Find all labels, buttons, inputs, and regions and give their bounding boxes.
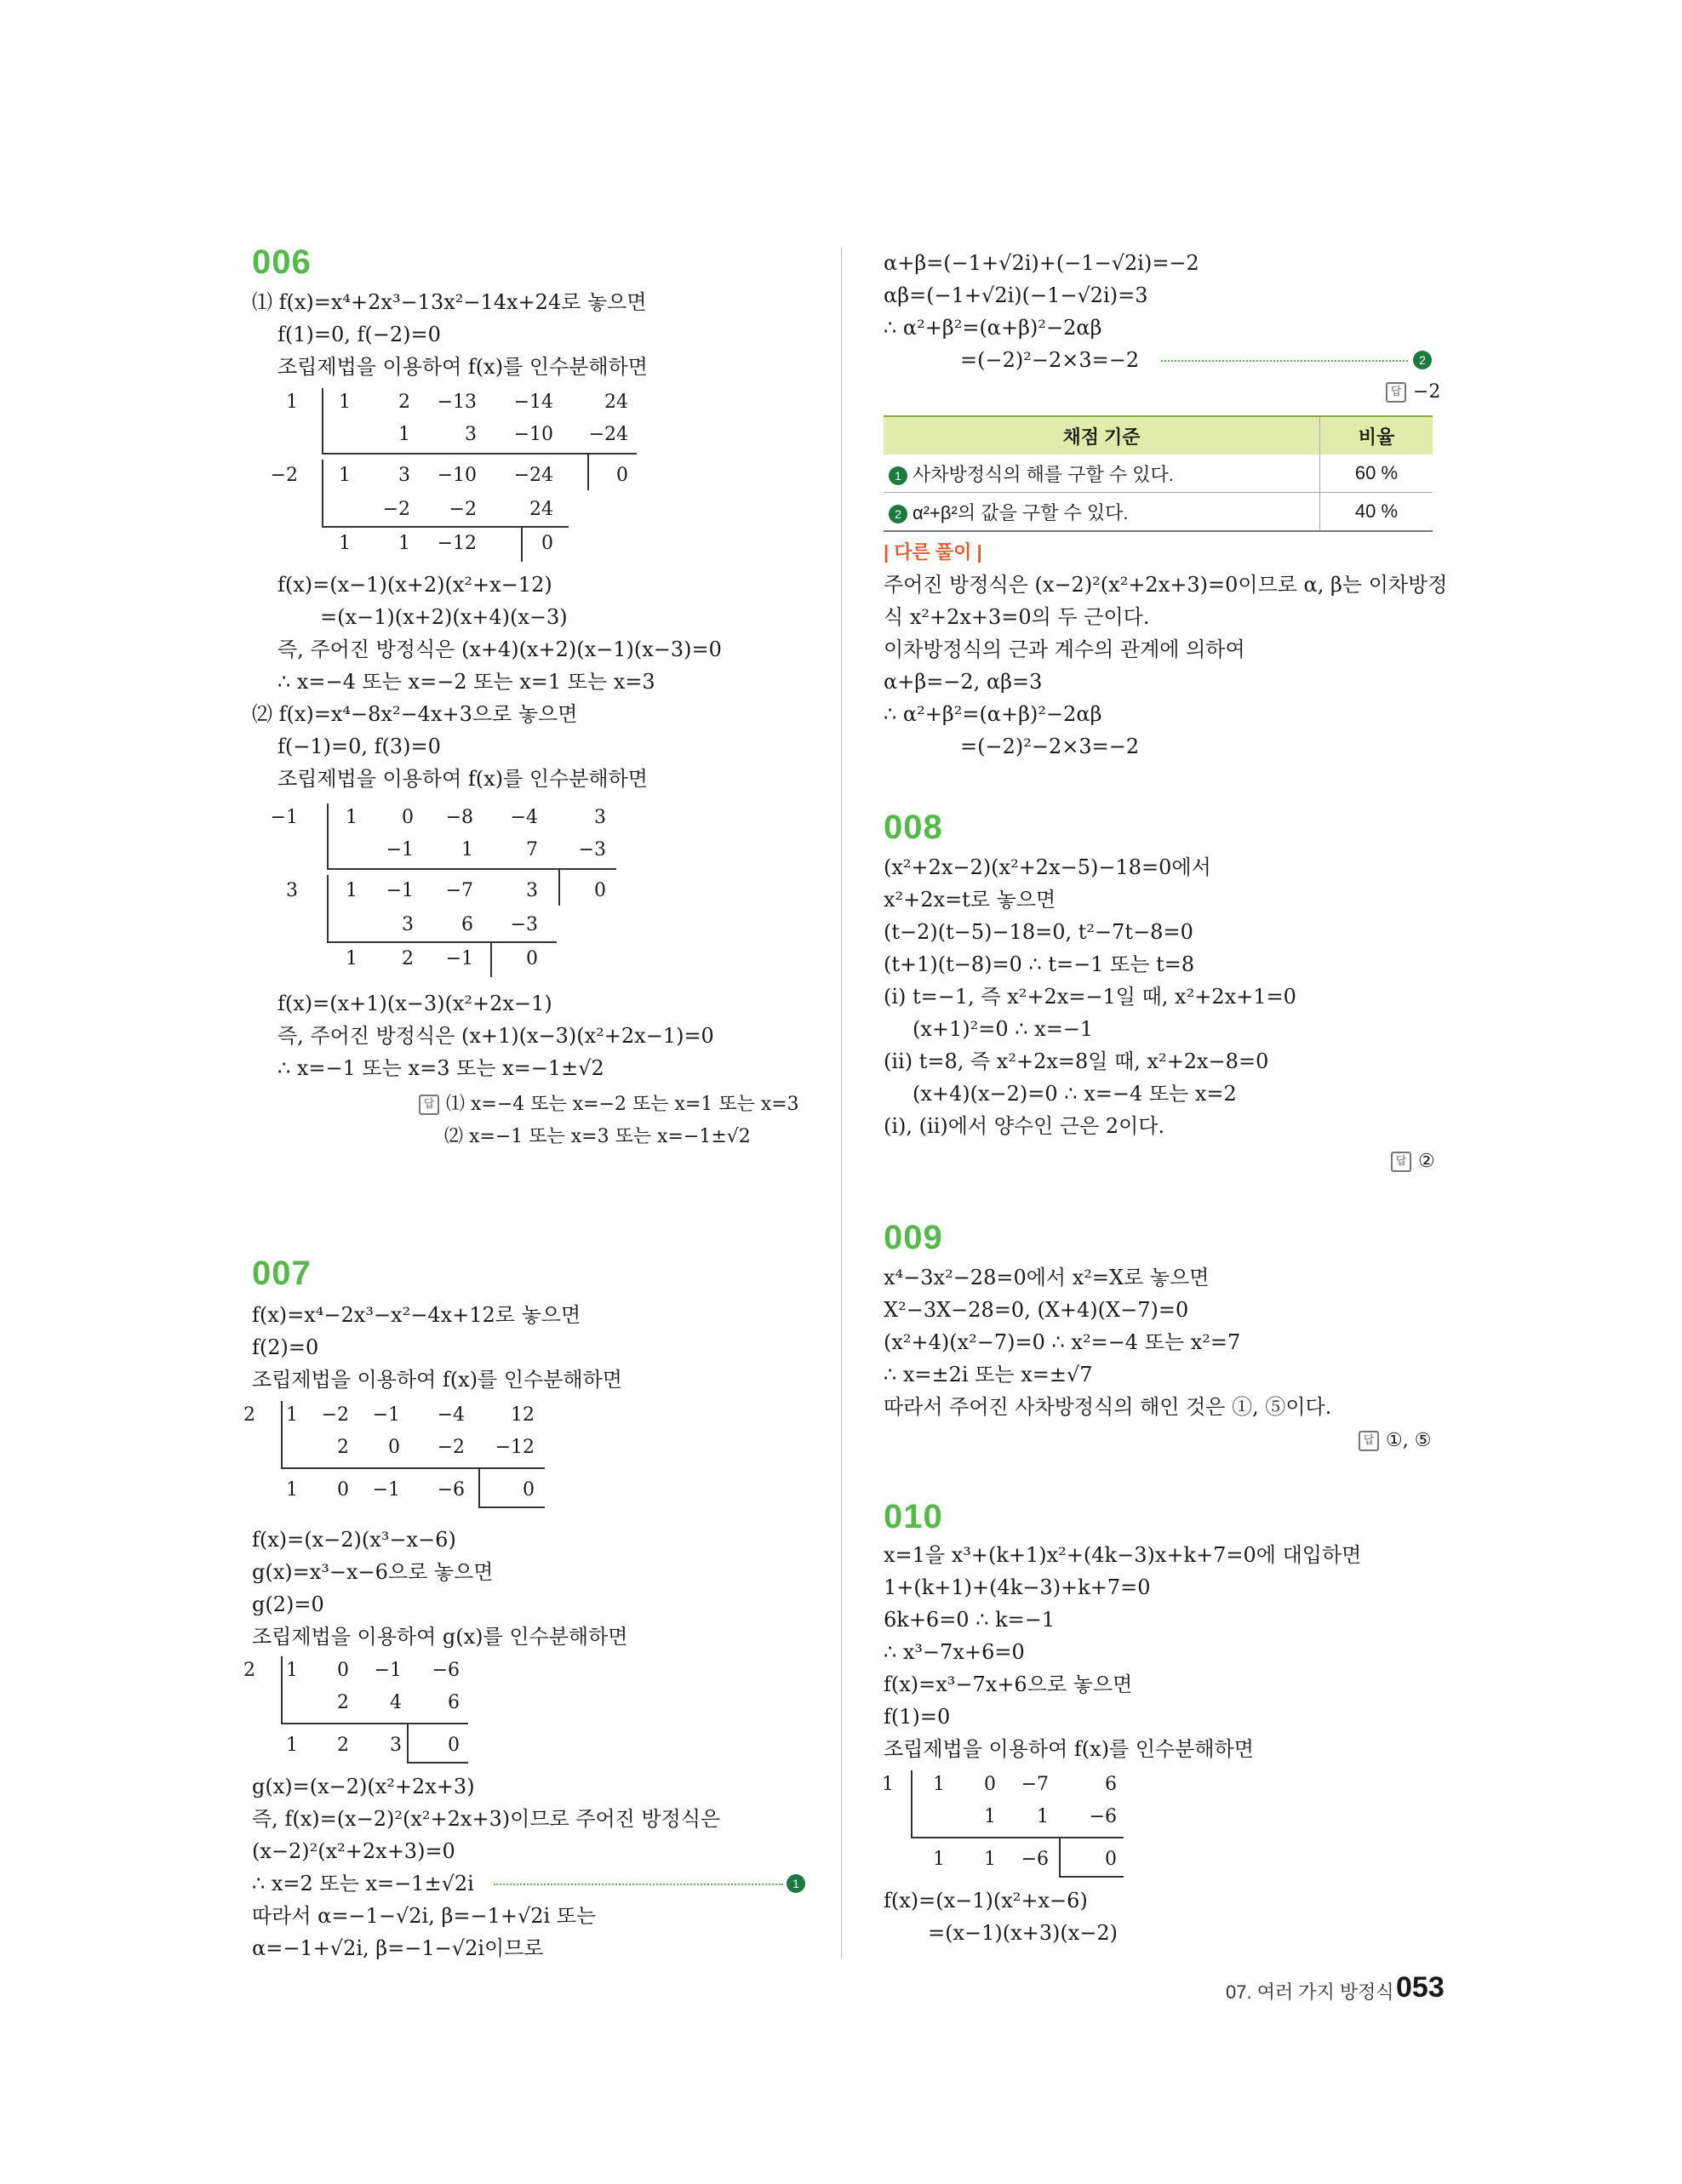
syn-cell: 1	[346, 948, 358, 969]
p010-line: f(1)=0	[884, 1705, 951, 1729]
p007-cont-line: α+β=(−1+√2i)+(−1−√2i)=−2	[884, 251, 1199, 275]
syn-cell: 3	[594, 807, 606, 828]
p006-line: f(−1)=0, f(3)=0	[277, 735, 441, 758]
alt-line: ∴ α²+β²=(α+β)²−2αβ	[884, 702, 1102, 726]
syn-vline	[322, 460, 323, 526]
syn-cell: 1	[882, 1774, 894, 1795]
syn-cell: 2	[337, 1437, 349, 1458]
syn-cell: 7	[526, 839, 538, 860]
syn-cell: 1	[461, 839, 473, 860]
p007-line: 따라서 α=−1−√2i, β=−1+√2i 또는	[252, 1904, 597, 1928]
syn-cell: 1	[286, 392, 298, 413]
syn-cell: −12	[437, 533, 477, 554]
syn-cell: 1	[286, 1735, 298, 1756]
syn-hline	[327, 941, 557, 943]
syn-cell: −6	[1089, 1806, 1117, 1827]
syn-vline	[327, 875, 329, 941]
syn-cell: −14	[513, 392, 553, 413]
table-row: 2 α²+β²의 값을 구할 수 있다. 40 %	[884, 493, 1433, 532]
syn-vline	[281, 1656, 283, 1723]
problem-number-006: 006	[252, 243, 312, 281]
p008-line: (x²+2x−2)(x²+2x−5)−18=0에서	[884, 855, 1211, 879]
syn-cell: −4	[437, 1404, 465, 1426]
p006-line: f(x)=(x+1)(x−3)(x²+2x−1)	[277, 992, 552, 1015]
p008-line: (t−2)(t−5)−18=0, t²−7t−8=0	[884, 920, 1193, 944]
column-divider	[841, 247, 842, 1958]
syn-cell: −1	[372, 1404, 400, 1426]
synthetic-division-table	[243, 1401, 604, 1512]
p006-line: =(x−1)(x+2)(x+4)(x−3)	[320, 605, 568, 629]
syn-cell: −10	[513, 424, 553, 445]
syn-cell: 1	[346, 880, 358, 901]
p006-line: ∴ x=−1 또는 x=3 또는 x=−1±√2	[277, 1056, 604, 1080]
problem-number-007: 007	[252, 1255, 312, 1292]
syn-cell: 1	[398, 533, 410, 554]
syn-cell: 3	[465, 424, 477, 445]
p006-line: 조립제법을 이용하여 f(x)를 인수분해하면	[277, 767, 648, 791]
syn-cell: −1	[270, 807, 298, 828]
p007-line: f(x)=x⁴−2x³−x²−4x+12로 놓으면	[252, 1303, 581, 1327]
syn-cell: 0	[594, 880, 606, 901]
syn-cell: 3	[402, 914, 414, 935]
dotted-leader	[494, 1884, 783, 1885]
step-badge-2: 2	[1413, 351, 1432, 369]
p006-line: 조립제법을 이용하여 f(x)를 인수분해하면	[277, 355, 648, 379]
p010-line: f(x)=x³−7x+6으로 놓으면	[884, 1672, 1133, 1696]
p007-line: 조립제법을 이용하여 f(x)를 인수분해하면	[252, 1368, 622, 1392]
syn-cell: 1	[286, 1479, 298, 1501]
table-cell-ratio: 40 %	[1320, 493, 1433, 532]
syn-cell: 6	[1105, 1774, 1117, 1795]
syn-cell: 24	[529, 499, 553, 520]
syn-cell: −1	[386, 880, 414, 901]
p006-line: f(x)=(x−1)(x+2)(x²+x−12)	[277, 573, 552, 597]
p008-line: (ⅰ), (ⅱ)에서 양수인 근은 2이다.	[884, 1114, 1165, 1138]
syn-cell: 3	[398, 465, 410, 486]
problem-number-008: 008	[884, 809, 943, 846]
answer-icon: 답	[1386, 382, 1406, 403]
p008-line: (ⅱ) t=8, 즉 x²+2x=8일 때, x²+2x−8=0	[884, 1049, 1269, 1073]
syn-cell: 3	[390, 1735, 402, 1756]
page-number: 053	[1396, 1971, 1445, 2004]
syn-cell: 2	[243, 1660, 255, 1681]
syn-hline	[322, 453, 637, 455]
syn-cell: 6	[461, 914, 473, 935]
syn-cell: −7	[445, 880, 473, 901]
p006-line: 즉, 주어진 방정식은 (x+4)(x+2)(x−1)(x−3)=0	[277, 637, 722, 661]
synthetic-division-table	[243, 1656, 536, 1767]
syn-cell: 1	[933, 1774, 945, 1795]
p006-line: 즉, 주어진 방정식은 (x+1)(x−3)(x²+2x−1)=0	[277, 1024, 714, 1048]
p007-line: g(x)=x³−x−6으로 놓으면	[252, 1560, 494, 1584]
syn-cell: 2	[337, 1692, 349, 1713]
syn-cell: −2	[270, 465, 298, 486]
syn-cell: 24	[604, 392, 628, 413]
synthetic-division-table	[882, 1770, 1158, 1881]
syn-cell: 2	[337, 1735, 349, 1756]
syn-cell: 1	[339, 533, 351, 554]
p008-line: (ⅰ) t=−1, 즉 x²+2x=−1일 때, x²+2x+1=0	[884, 985, 1296, 1009]
syn-box	[407, 1724, 409, 1762]
syn-cell: 0	[1105, 1849, 1117, 1870]
alt-line: =(−2)²−2×3=−2	[960, 735, 1140, 758]
p006-line: f(1)=0, f(−2)=0	[277, 323, 441, 346]
syn-cell: −2	[449, 499, 477, 520]
syn-cell: −24	[588, 424, 628, 445]
p010-line: =(x−1)(x+3)(x−2)	[928, 1921, 1118, 1945]
step-badge-1: 1	[889, 466, 907, 485]
syn-vline	[281, 1401, 283, 1467]
p007-line: f(2)=0	[252, 1335, 319, 1359]
alt-line: 주어진 방정식은 (x−2)²(x²+2x+3)=0이므로 α, β는 이차방정	[884, 573, 1448, 597]
syn-hline	[281, 1467, 545, 1469]
p007-line: g(2)=0	[252, 1592, 324, 1616]
syn-cell: −6	[437, 1479, 465, 1501]
syn-cell: −24	[513, 465, 553, 486]
p007-line: ∴ x=2 또는 x=−1±√2i	[252, 1872, 474, 1895]
syn-cell: 1	[984, 1849, 996, 1870]
synthetic-division-table	[255, 388, 638, 554]
alt-line: α+β=−2, αβ=3	[884, 670, 1043, 694]
syn-cell: −10	[437, 465, 477, 486]
syn-cell: 1	[339, 465, 351, 486]
syn-cell: −1	[386, 839, 414, 860]
syn-cell: −2	[437, 1437, 465, 1458]
table-header-ratio: 비율	[1320, 416, 1433, 455]
step-badge-2: 2	[889, 505, 907, 523]
syn-hline	[322, 526, 569, 528]
p009-line: 따라서 주어진 사차방정식의 해인 것은 ①, ⑤이다.	[884, 1395, 1332, 1419]
syn-vline	[322, 388, 323, 453]
syn-cell: 6	[448, 1692, 460, 1713]
p010-line: x=1을 x³+(k+1)x²+(4k−3)x+k+7=0에 대입하면	[884, 1543, 1362, 1567]
chapter-title: 07. 여러 가지 방정식	[1226, 1981, 1394, 2003]
answer-008: 답 ②	[1391, 1151, 1435, 1172]
p007-cont-line: αβ=(−1+√2i)(−1−√2i)=3	[884, 283, 1148, 307]
p006-line: ⑴ f(x)=x⁴+2x³−13x²−14x+24로 놓으면	[252, 290, 647, 314]
syn-cell: 1	[286, 1404, 298, 1426]
syn-cell: 12	[511, 1404, 535, 1426]
synthetic-division-table	[255, 803, 638, 969]
answer-006-2: ⑵ x=−1 또는 x=3 또는 x=−1±√2	[444, 1126, 751, 1147]
syn-cell: 1	[933, 1849, 945, 1870]
p009-line: x⁴−3x²−28=0에서 x²=X로 놓으면	[884, 1266, 1210, 1289]
table-header-criteria: 채점 기준	[884, 416, 1320, 455]
p007-line: 즉, f(x)=(x−2)²(x²+2x+3)이므로 주어진 방정식은	[252, 1807, 721, 1831]
syn-cell: 0	[526, 948, 538, 969]
answer-009: 답 ①, ⑤	[1359, 1430, 1431, 1451]
syn-hline	[281, 1723, 468, 1724]
p009-line: X²−3X−28=0, (X+4)(X−7)=0	[884, 1298, 1189, 1322]
syn-cell: 0	[523, 1479, 535, 1501]
table-row: 1 사차방정식의 해를 구할 수 있다. 60 %	[884, 455, 1433, 493]
syn-box	[587, 455, 589, 490]
syn-cell: 1	[984, 1806, 996, 1827]
problem-number-009: 009	[884, 1219, 943, 1256]
problem-number-010: 010	[884, 1498, 943, 1535]
p009-line: (x²+4)(x²−7)=0 ∴ x²=−4 또는 x²=7	[884, 1330, 1241, 1354]
syn-cell: 1	[346, 807, 358, 828]
syn-cell: −1	[372, 1479, 400, 1501]
syn-cell: 3	[286, 880, 298, 901]
syn-box	[407, 1762, 468, 1764]
step-badge-1: 1	[787, 1874, 805, 1893]
syn-cell: 0	[616, 465, 628, 486]
syn-box	[558, 870, 560, 906]
syn-cell: 0	[448, 1735, 460, 1756]
syn-box	[521, 528, 523, 562]
answer-007: 답 −2	[1386, 381, 1440, 403]
p007-line: g(x)=(x−2)(x²+2x+3)	[252, 1775, 475, 1798]
syn-cell: 3	[526, 880, 538, 901]
syn-cell: 2	[402, 948, 414, 969]
syn-cell: 1	[1037, 1806, 1049, 1827]
answer-icon: 답	[419, 1095, 439, 1115]
syn-cell: −8	[445, 807, 473, 828]
syn-cell: −13	[437, 392, 477, 413]
syn-cell: 2	[398, 392, 410, 413]
answer-icon: 답	[1359, 1431, 1379, 1451]
syn-cell: 0	[337, 1479, 349, 1501]
syn-cell: −1	[374, 1660, 402, 1681]
p010-line: 1+(k+1)+(4k−3)+k+7=0	[884, 1575, 1151, 1599]
p006-line: ∴ x=−4 또는 x=−2 또는 x=1 또는 x=3	[277, 670, 655, 694]
p010-line: f(x)=(x−1)(x²+x−6)	[884, 1889, 1088, 1912]
syn-cell: −4	[510, 807, 538, 828]
p010-line: ∴ x³−7x+6=0	[884, 1640, 1025, 1664]
table-cell-ratio: 60 %	[1320, 455, 1433, 493]
p010-line: 6k+6=0 ∴ k=−1	[884, 1608, 1056, 1632]
syn-cell: 0	[984, 1774, 996, 1795]
p008-line: (x+1)²=0 ∴ x=−1	[913, 1017, 1094, 1041]
p007-line: (x−2)²(x²+2x+3)=0	[252, 1839, 455, 1863]
answer-006-1: 답 ⑴ x=−4 또는 x=−2 또는 x=1 또는 x=3	[419, 1089, 799, 1116]
syn-cell: −3	[578, 839, 606, 860]
syn-box	[1059, 1876, 1124, 1878]
syn-box	[478, 1507, 545, 1508]
syn-vline	[911, 1770, 913, 1837]
syn-cell: 1	[339, 392, 351, 413]
syn-box	[478, 1469, 480, 1507]
alt-line: 이차방정식의 근과 계수의 관계에 의하여	[884, 637, 1245, 661]
syn-cell: 1	[286, 1660, 298, 1681]
alt-line: 식 x²+2x+3=0의 두 근이다.	[884, 605, 1150, 629]
p010-line: 조립제법을 이용하여 f(x)를 인수분해하면	[884, 1737, 1254, 1761]
p007-cont-line: =(−2)²−2×3=−2	[960, 348, 1140, 372]
answer-icon: 답	[1391, 1152, 1411, 1172]
dotted-leader	[1161, 360, 1408, 362]
p007-cont-line: ∴ α²+β²=(α+β)²−2αβ	[884, 316, 1102, 340]
syn-cell: −2	[382, 499, 410, 520]
p007-line: f(x)=(x−2)(x³−x−6)	[252, 1528, 456, 1552]
alt-solution-title: | 다른 풀이 |	[884, 541, 982, 563]
p008-line: x²+2x=t로 놓으면	[884, 888, 1056, 912]
syn-cell: 0	[337, 1660, 349, 1681]
syn-hline	[911, 1837, 1124, 1838]
syn-cell: 1	[398, 424, 410, 445]
syn-cell: −1	[445, 948, 473, 969]
p006-line: ⑵ f(x)=x⁴−8x²−4x+3으로 놓으면	[252, 702, 578, 726]
syn-cell: −3	[510, 914, 538, 935]
syn-cell: −6	[1021, 1849, 1049, 1870]
syn-box	[490, 943, 492, 977]
syn-box	[1059, 1838, 1061, 1876]
syn-cell: 0	[402, 807, 414, 828]
p009-line: ∴ x=±2i 또는 x=±√7	[884, 1363, 1093, 1386]
syn-vline	[327, 803, 329, 868]
p008-line: (t+1)(t−8)=0 ∴ t=−1 또는 t=8	[884, 952, 1195, 976]
syn-cell: 0	[541, 533, 553, 554]
syn-cell: −7	[1021, 1774, 1049, 1795]
p007-line: 조립제법을 이용하여 g(x)를 인수분해하면	[252, 1625, 628, 1649]
syn-hline	[327, 868, 616, 870]
syn-cell: −12	[495, 1437, 535, 1458]
p008-line: (x+4)(x−2)=0 ∴ x=−4 또는 x=2	[913, 1082, 1237, 1106]
syn-cell: −2	[321, 1404, 349, 1426]
syn-cell: 4	[390, 1692, 402, 1713]
syn-cell: 2	[243, 1404, 255, 1426]
syn-cell: 0	[388, 1437, 400, 1458]
syn-cell: −6	[432, 1660, 460, 1681]
scoring-criteria-table	[884, 415, 1433, 532]
p007-line: α=−1+√2i, β=−1−√2i이므로	[252, 1936, 544, 1960]
